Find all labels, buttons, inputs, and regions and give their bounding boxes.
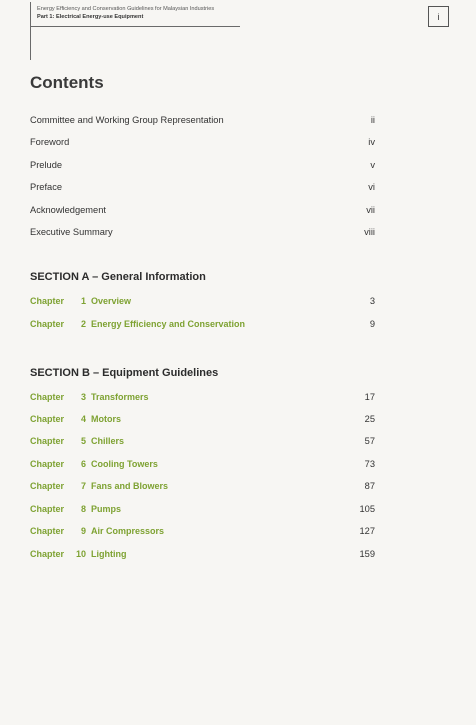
chapter-word: Chapter	[30, 504, 65, 514]
chapter-entry[interactable]	[30, 390, 375, 404]
chapter-page: 159	[359, 549, 375, 559]
chapter-page: 87	[364, 481, 375, 491]
chapter-entry[interactable]	[30, 412, 375, 426]
chapter-page: 73	[364, 459, 375, 469]
header-document-title: Energy Efficiency and Conservation Guidelines for Malaysian Industries	[37, 6, 215, 12]
chapter-number: 6	[80, 459, 86, 469]
chapter-number: 10	[75, 549, 86, 559]
chapter-word: Chapter	[30, 549, 65, 559]
section-b-heading: SECTION B – Equipment Guidelines	[30, 367, 219, 379]
chapter-number: 1	[80, 296, 86, 306]
chapter-page: 127	[359, 526, 375, 536]
section-a-heading: SECTION A – General Information	[30, 271, 206, 283]
toc-entry[interactable]	[30, 113, 375, 127]
chapter-title: Fans and Blowers	[91, 481, 169, 491]
chapter-page: 105	[359, 504, 375, 514]
chapter-title: Cooling Towers	[91, 459, 158, 469]
toc-entry[interactable]	[30, 225, 375, 239]
toc-entry-label: Acknowledgement	[30, 205, 106, 215]
chapter-entry[interactable]	[30, 547, 375, 561]
chapter-page: 9	[369, 319, 375, 329]
toc-entry-page: vi	[368, 182, 375, 192]
chapter-word: Chapter	[30, 436, 65, 446]
toc-entry-page: vii	[366, 205, 375, 215]
chapter-title: Chillers	[91, 436, 125, 446]
toc-entry[interactable]	[30, 135, 375, 149]
chapter-number: 9	[80, 526, 86, 536]
chapter-page: 3	[369, 296, 375, 306]
toc-entry-page: v	[370, 160, 375, 170]
header-vertical-rule	[30, 2, 31, 60]
chapter-title: Pumps	[91, 504, 122, 514]
chapter-number: 5	[80, 436, 86, 446]
chapter-entry[interactable]	[30, 294, 375, 308]
toc-entry-label: Executive Summary	[30, 227, 113, 237]
chapter-title: Air Compressors	[91, 526, 165, 536]
page-title: Contents	[30, 73, 104, 92]
chapter-word: Chapter	[30, 459, 65, 469]
chapter-entry[interactable]	[30, 434, 375, 448]
toc-entry-label: Foreword	[30, 137, 70, 147]
chapter-number: 3	[80, 392, 86, 402]
chapter-word: Chapter	[30, 319, 65, 329]
chapter-number: 8	[80, 504, 86, 514]
toc-entry[interactable]	[30, 203, 375, 217]
page-number-box: i	[428, 6, 449, 27]
chapter-title: Energy Efficiency and Conservation	[91, 319, 246, 329]
chapter-word: Chapter	[30, 526, 65, 536]
chapter-word: Chapter	[30, 414, 65, 424]
chapter-entry[interactable]	[30, 317, 375, 331]
chapter-entry[interactable]	[30, 457, 375, 471]
chapter-number: 7	[80, 481, 86, 491]
toc-entry-page: iv	[368, 137, 375, 147]
chapter-entry[interactable]	[30, 502, 375, 516]
chapter-entry[interactable]	[30, 479, 375, 493]
chapter-word: Chapter	[30, 481, 65, 491]
toc-entry[interactable]	[30, 158, 375, 172]
toc-entry-label: Prelude	[30, 160, 63, 170]
toc-entry-label: Preface	[30, 182, 63, 192]
chapter-word: Chapter	[30, 392, 65, 402]
toc-entry-page: viii	[364, 227, 375, 237]
chapter-word: Chapter	[30, 296, 65, 306]
header-horizontal-rule	[30, 26, 240, 27]
chapter-page: 25	[364, 414, 375, 424]
chapter-title: Motors	[91, 414, 121, 424]
chapter-title: Lighting	[91, 549, 127, 559]
toc-entry-page: ii	[370, 115, 375, 125]
chapter-page: 57	[364, 436, 375, 446]
header-part-title: Part 1: Electrical Energy-use Equipment	[37, 14, 144, 20]
chapter-number: 2	[80, 319, 86, 329]
chapter-entry[interactable]	[30, 524, 375, 538]
toc-entry-label: Committee and Working Group Representation	[30, 115, 224, 125]
toc-entry[interactable]	[30, 180, 375, 194]
chapter-title: Transformers	[91, 392, 149, 402]
chapter-page: 17	[364, 392, 375, 402]
chapter-number: 4	[80, 414, 86, 424]
chapter-title: Overview	[91, 296, 132, 306]
